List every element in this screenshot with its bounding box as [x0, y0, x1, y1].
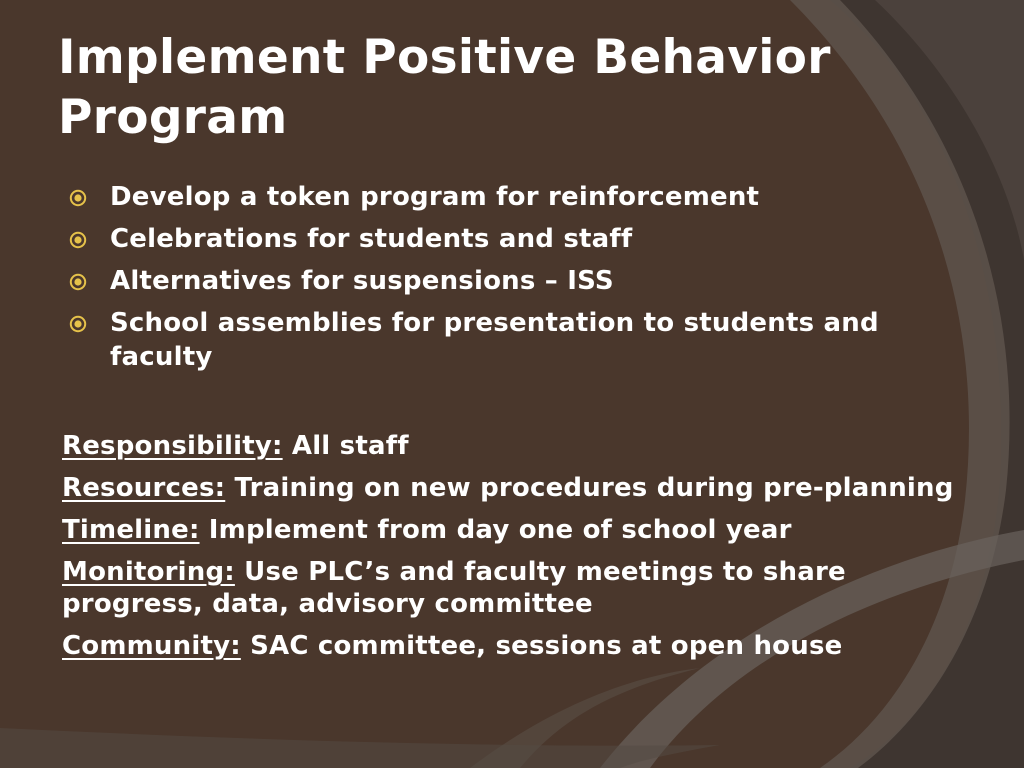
bullet-item [66, 306, 976, 374]
bullet-text: School assemblies for presentation to students and faculty [110, 308, 879, 372]
detail-resources [62, 472, 962, 504]
detail-text: Use PLC’s and faculty meetings to share progress, data, advisory committee [62, 557, 846, 619]
detail-text: Training on new procedures during pre-planning [225, 473, 954, 503]
bullet-text: Celebrations for students and staff [110, 224, 633, 254]
detail-text: SAC committee, sessions at open house [240, 631, 843, 661]
detail-text: All staff [282, 431, 409, 461]
detail-label: Timeline: [62, 515, 200, 545]
circle-dot-bullet-icon [69, 273, 87, 291]
bullet-item [66, 180, 976, 214]
detail-label: Monitoring: [62, 557, 235, 587]
slide-title: Implement Positive Behavior Program [58, 30, 831, 145]
detail-timeline [62, 514, 962, 546]
circle-dot-bullet-icon [69, 315, 87, 333]
plan-details [62, 430, 962, 672]
detail-responsibility [62, 430, 962, 462]
bullet-text: Develop a token program for reinforcement [110, 182, 760, 212]
circle-dot-bullet-icon [69, 189, 87, 207]
detail-label: Responsibility: [62, 431, 283, 461]
detail-label: Community: [62, 631, 241, 661]
detail-text: Implement from day one of school year [199, 515, 792, 545]
bullet-list [66, 180, 976, 382]
detail-label: Resources: [62, 473, 226, 503]
bullet-text: Alternatives for suspensions – ISS [110, 266, 614, 296]
bullet-item [66, 264, 976, 298]
bullet-item [66, 222, 976, 256]
circle-dot-bullet-icon [69, 231, 87, 249]
detail-monitoring [62, 556, 962, 620]
detail-community [62, 630, 962, 662]
